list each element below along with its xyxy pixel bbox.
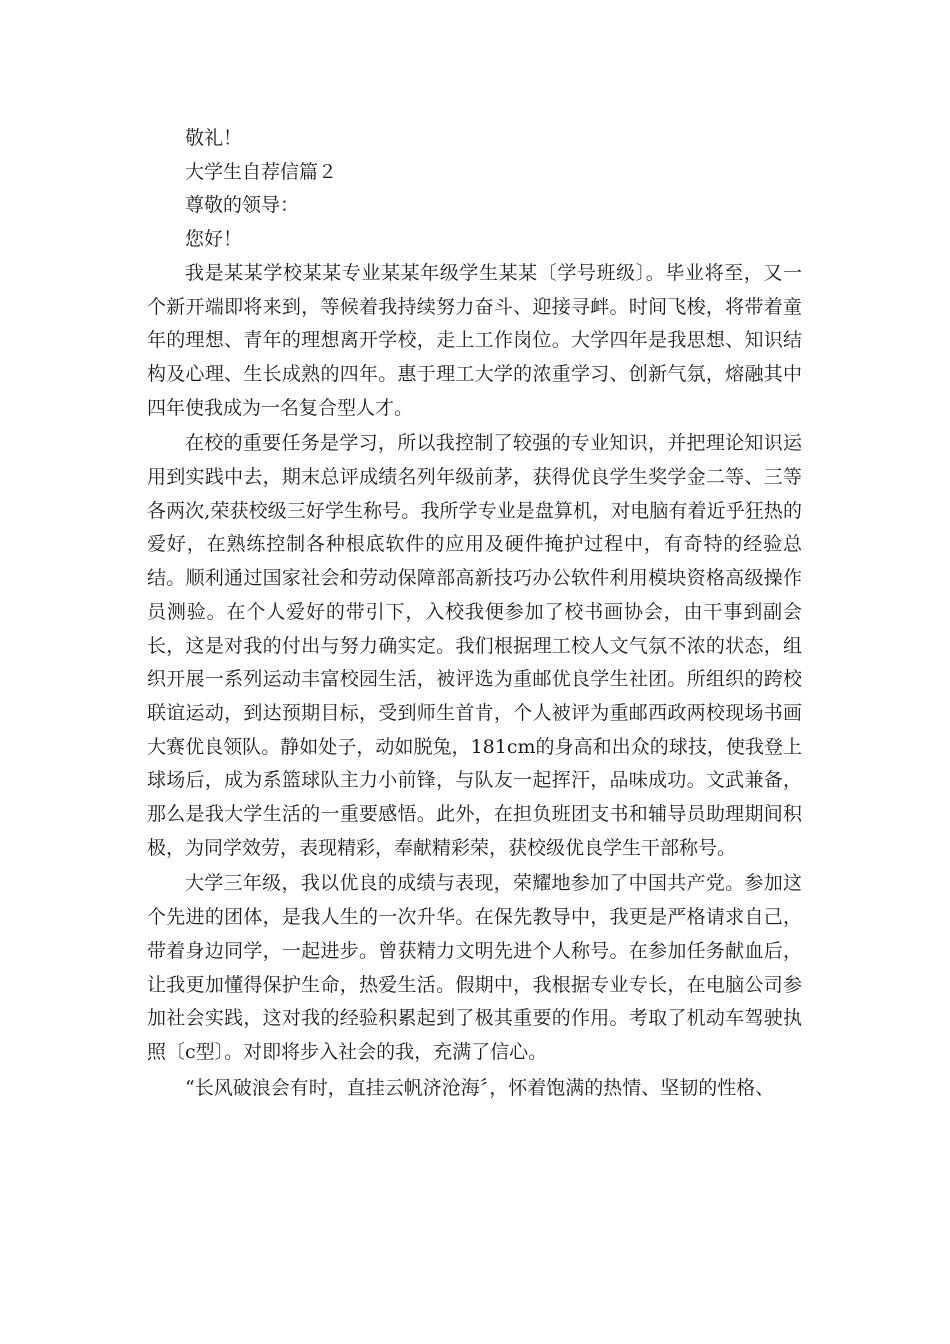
paragraph-campus-life: 在校的重要任务是学习，所以我控制了较强的专业知识，并把理论知识运用到实践中去，期末总评成绩名列年级前茅，获得优良学生奖学金二等、三等各两次,荣获校级三好学生称号。我所学专业是盘算机，对电脑有着近乎狂热的爱好，在熟练控制各种根底软件的应用及硬件掩护过程中，有奇特的经验总结。顺利通过国家社会和劳动保障部高新技巧办公软件利用模块资格高级操作员测验。在个人爱好的带引下，入校我便参加了校书画协会，由干事到副会长，这是对我的付出与努力确实定。我们根据理工校人文气氛不浓的状态，组织开展一系列运动丰富校园生活，被评选为重邮优良学生社团。所组织的跨校联谊运动，到达预期目标，受到师生首肯，个人被评为重邮西政两校现场书画大赛优良领队。静如处子，动如脱兔，181cm的身高和出众的球技，使我登上球场后，成为系篮球队主力小前锋，与队友一起挥汗，品味成功。文武兼备，那么是我大学生活的一重要感悟。此外，在担负班团支书和辅导员助理期间积极，为同学效劳，表现精彩，奉献精彩荣，获校级优良学生干部称号。 xyxy=(147,432,802,859)
salutation-line: 尊敬的领导： xyxy=(185,194,300,217)
paragraph-closing-quote: “长风破浪会有时，直挂云帆济沧海〞，怀着饱满的热情、坚韧的性格、 xyxy=(185,1076,775,1099)
greeting-line: 您好！ xyxy=(185,228,243,251)
letter-body xyxy=(147,122,802,1105)
section-title: 大学生自荐信篇２ xyxy=(185,160,338,183)
closing-line: 敬礼！ xyxy=(185,127,243,149)
paragraph-party-membership: 大学三年级，我以优良的成绩与表现，荣耀地参加了中国共产党。参加这个先进的团体，是我人生的一次升华。在保先教导中，我更是严格请求自己，带着身边同学，一起进步。曾获精力文明先进个人称号。在参加任务献血后，让我更加懂得保护生命，热爱生活。假期中，我根据专业专长，在电脑公司参加社会实践，这对我的经验积累起到了极其重要的作用。考取了机动车驾驶执照〔c型〕。对即将步入社会的我，充满了信心。 xyxy=(147,872,802,1063)
paragraph-introduction: 我是某某学校某某专业某某年级学生某某〔学号班级〕。毕业将至，又一个新开端即将来到，等候着我持续努力奋斗、迎接寻衅。时间飞梭，将带着童年的理想、青年的理想离开学校，走上工作岗位。大学四年是我思想、知识结构及心理、生长成熟的四年。惠于理工大学的浓重学习、创新气氛，熔融其中四年使我成为一名复合型人才。 xyxy=(147,261,802,419)
